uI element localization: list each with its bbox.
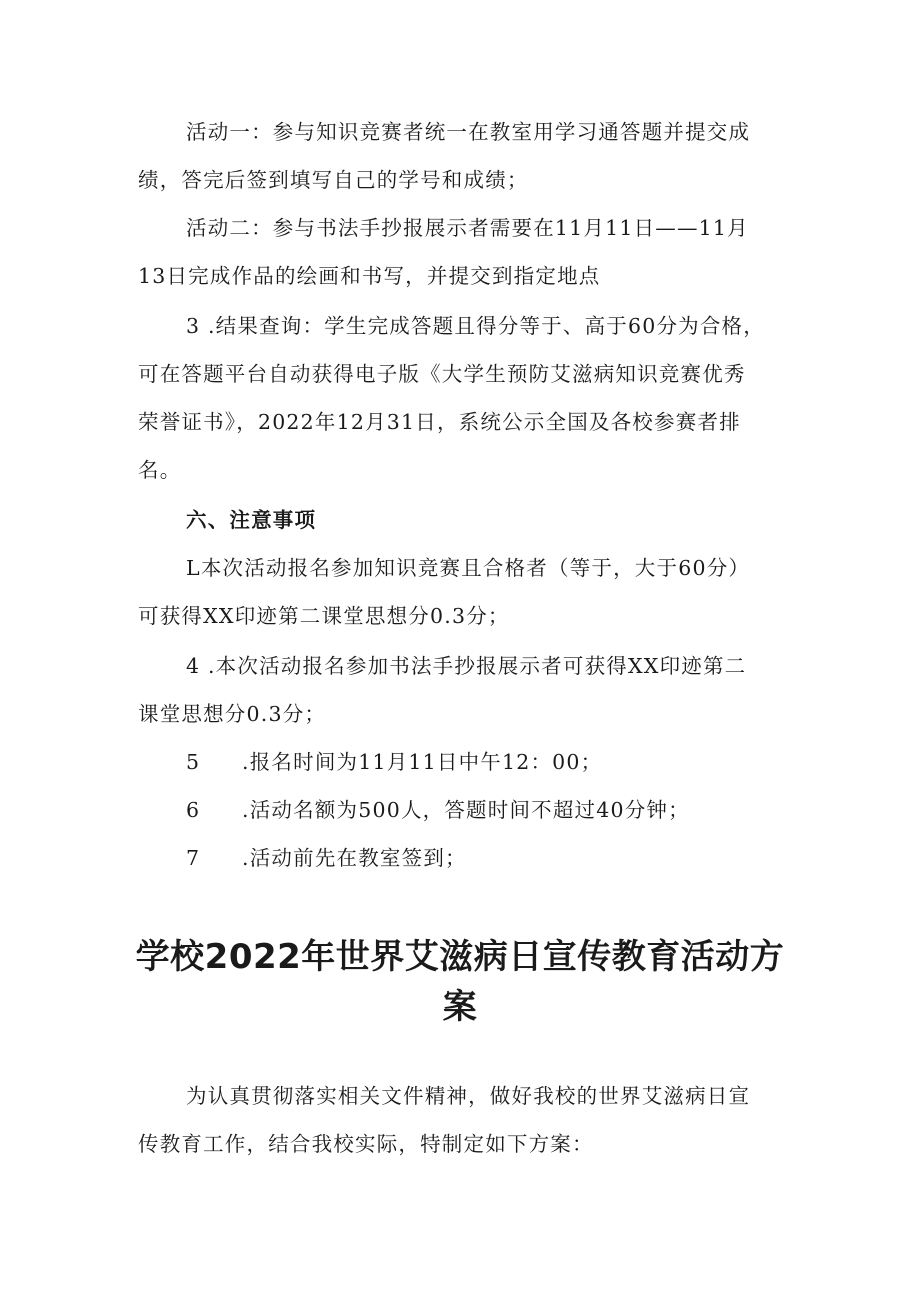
activity1-line1: 活动一：参与知识竞赛者统一在教室用学习通答题并提交成 <box>186 120 751 144</box>
intro-line2: 传教育工作，结合我校实际，特制定如下方案： <box>138 1132 594 1156</box>
note-item-text: .活动名额为500人，答题时间不超过40分钟； <box>242 798 690 822</box>
activity1-line2: 绩，答完后签到填写自己的学号和成绩； <box>138 168 529 192</box>
result-query-line3: 荣誉证书》，2022年12月31日，系统公示全国及各校参赛者排 <box>138 410 741 434</box>
note-item-5 <box>186 738 602 786</box>
note-l-line2: 可获得XX印迹第二课堂思想分0.3分； <box>138 604 510 628</box>
note-4-line2: 课堂思想分0.3分； <box>138 702 327 726</box>
notes-heading: 六、注意事项 <box>186 508 317 532</box>
document-title-line2: 案 <box>442 987 478 1027</box>
note-item-7 <box>186 834 467 882</box>
note-l-line1: L本次活动报名参加知识竞赛且合格者（等于，大于60分） <box>186 556 751 580</box>
note-item-number: 6 <box>186 798 201 822</box>
note-item-number: 5 <box>186 750 201 774</box>
result-query-line1: 3 .结果查询：学生完成答题且得分等于、高于60分为合格， <box>186 314 765 338</box>
note-4-line1: 4 .本次活动报名参加书法手抄报展示者可获得XX印迹第二 <box>186 654 747 678</box>
intro-line1: 为认真贯彻落实相关文件精神，做好我校的世界艾滋病日宣 <box>186 1084 751 1108</box>
activity2-line1: 活动二：参与书法手抄报展示者需要在11月11日——11月 <box>186 216 749 240</box>
note-item-number: 7 <box>186 846 201 870</box>
note-item-text: .活动前先在教室签到； <box>242 846 467 870</box>
note-item-6 <box>186 786 690 834</box>
note-item-text: .报名时间为11月11日中午12：00； <box>242 750 603 774</box>
document-title-line1: 学校2022年世界艾滋病日宣传教育活动方 <box>135 937 785 977</box>
result-query-line2: 可在答题平台自动获得电子版《大学生预防艾滋病知识竞赛优秀 <box>138 362 746 386</box>
result-query-line4: 名。 <box>138 458 182 482</box>
activity2-line2: 13日完成作品的绘画和书写，并提交到指定地点 <box>138 264 601 288</box>
